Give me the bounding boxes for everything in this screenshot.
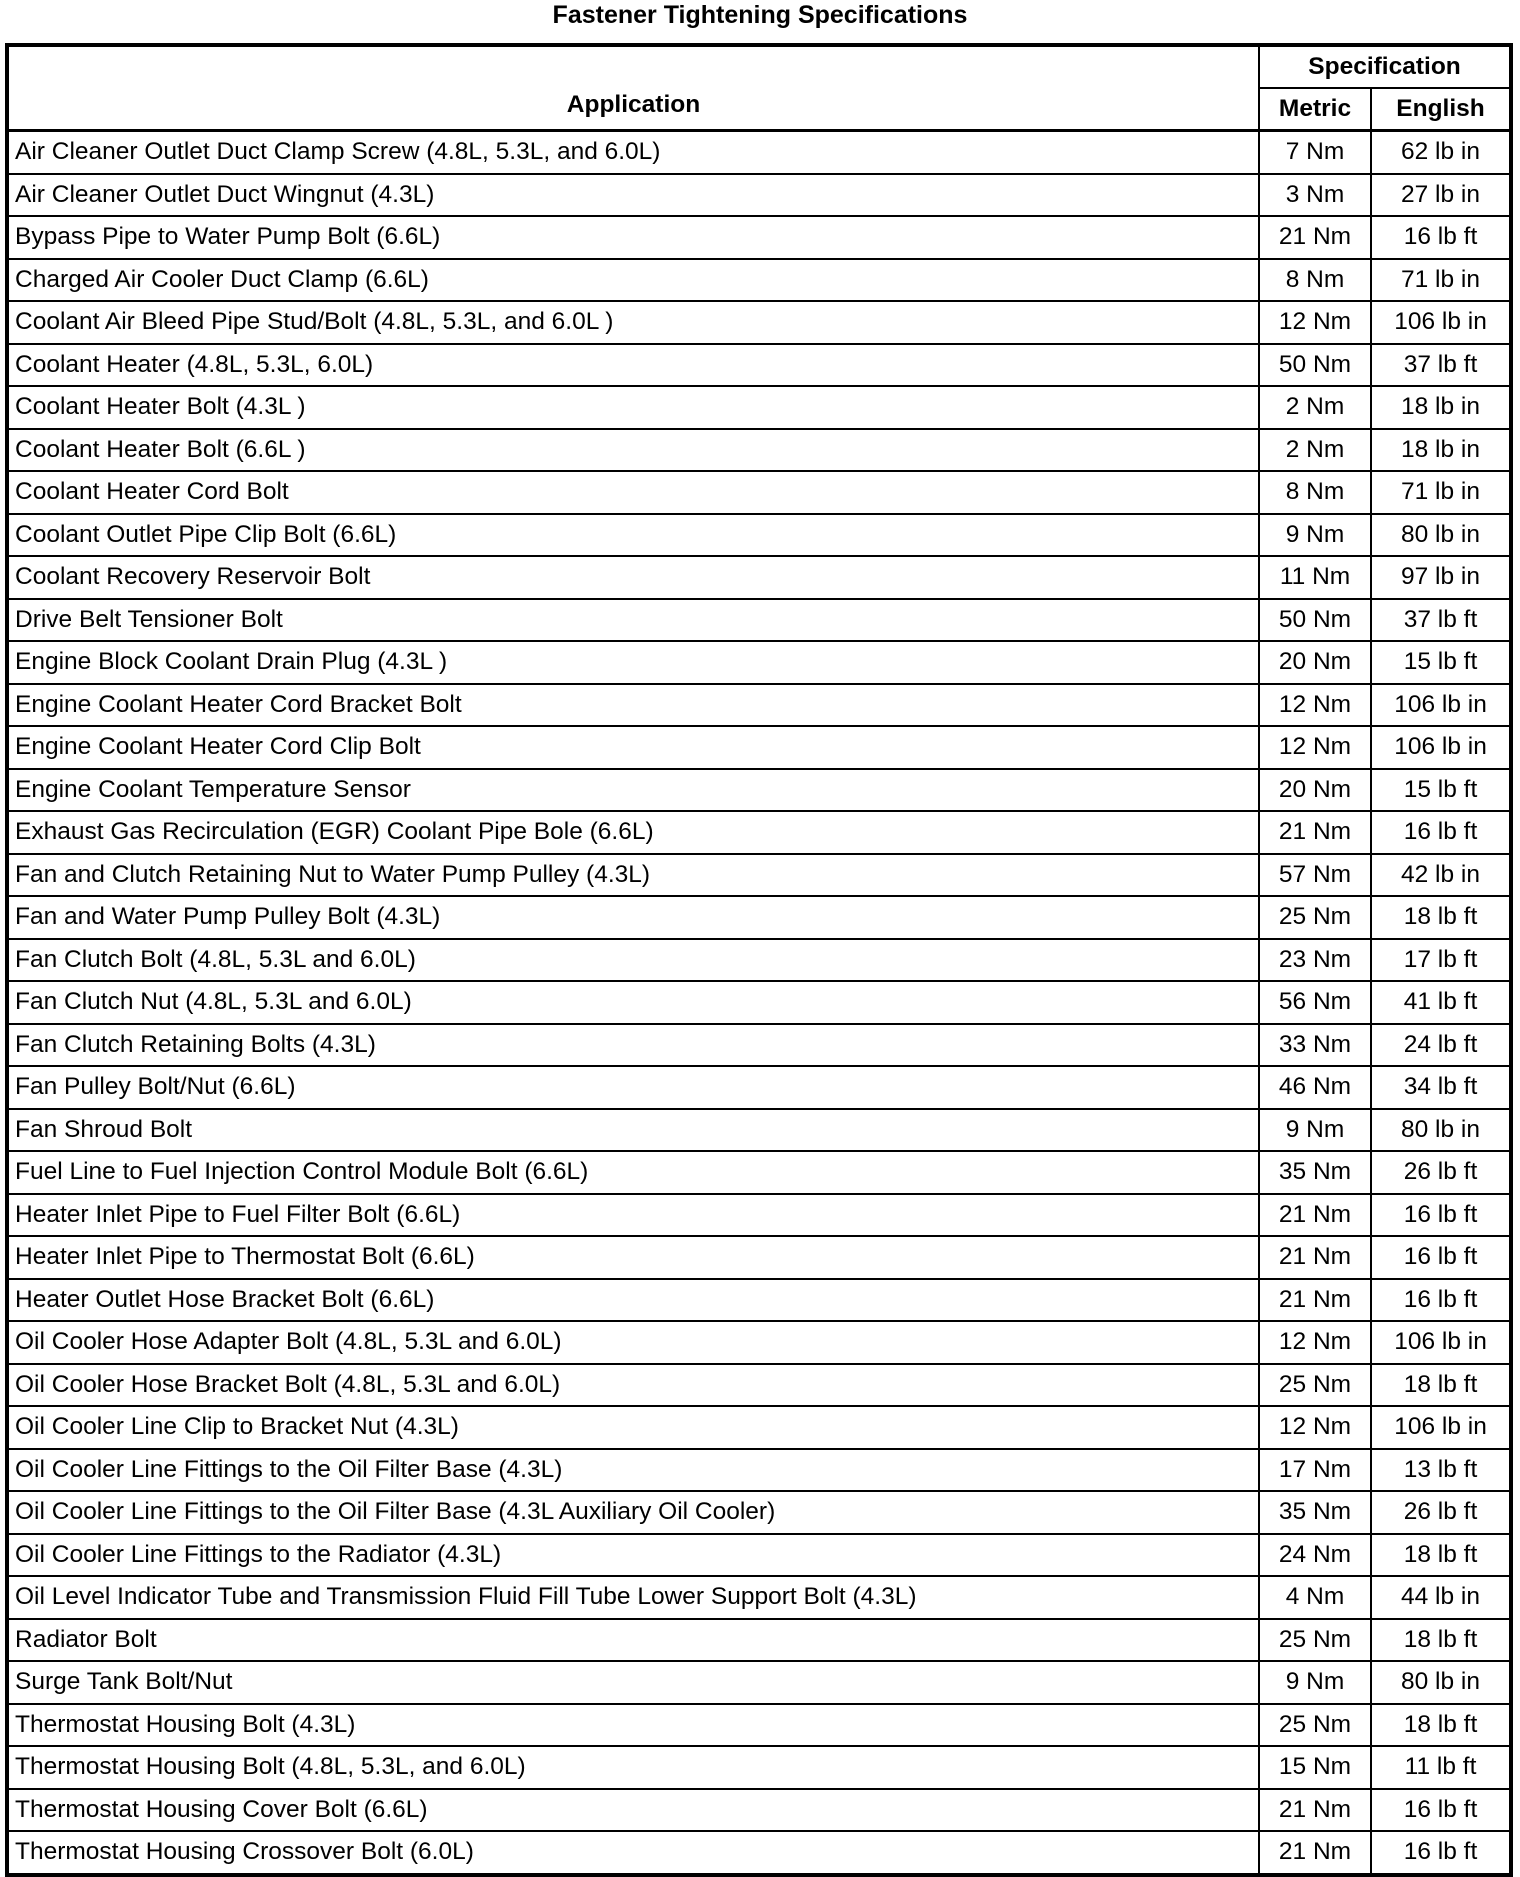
cell-application: Oil Cooler Hose Adapter Bolt (4.8L, 5.3L and 6.0L) <box>7 1321 1259 1364</box>
cell-english: 11 lb ft <box>1371 1746 1511 1789</box>
fastener-spec-table <box>5 43 1513 1877</box>
cell-metric: 25 Nm <box>1259 1704 1371 1747</box>
table-row <box>7 854 1511 897</box>
cell-english: 97 lb in <box>1371 556 1511 599</box>
cell-application: Air Cleaner Outlet Duct Clamp Screw (4.8L, 5.3L, and 6.0L) <box>7 131 1259 174</box>
column-header-metric: Metric <box>1259 88 1371 131</box>
table-row <box>7 1109 1511 1152</box>
cell-application: Oil Cooler Line Fittings to the Radiator (4.3L) <box>7 1534 1259 1577</box>
cell-english: 27 lb in <box>1371 174 1511 217</box>
table-row <box>7 1194 1511 1237</box>
table-row <box>7 769 1511 812</box>
cell-english: 18 lb ft <box>1371 1364 1511 1407</box>
cell-metric: 50 Nm <box>1259 344 1371 387</box>
cell-application: Oil Cooler Hose Bracket Bolt (4.8L, 5.3L and 6.0L) <box>7 1364 1259 1407</box>
cell-english: 16 lb ft <box>1371 811 1511 854</box>
cell-metric: 25 Nm <box>1259 1364 1371 1407</box>
cell-application: Engine Coolant Heater Cord Bracket Bolt <box>7 684 1259 727</box>
cell-metric: 23 Nm <box>1259 939 1371 982</box>
header-row-top <box>7 45 1511 88</box>
cell-application: Coolant Outlet Pipe Clip Bolt (6.6L) <box>7 514 1259 557</box>
cell-english: 62 lb in <box>1371 131 1511 174</box>
cell-english: 106 lb in <box>1371 684 1511 727</box>
table-row <box>7 471 1511 514</box>
table-body <box>7 131 1511 1875</box>
table-row <box>7 981 1511 1024</box>
table-row <box>7 1789 1511 1832</box>
cell-application: Coolant Heater Bolt (4.3L ) <box>7 386 1259 429</box>
cell-metric: 12 Nm <box>1259 301 1371 344</box>
table-row <box>7 344 1511 387</box>
cell-application: Coolant Heater (4.8L, 5.3L, 6.0L) <box>7 344 1259 387</box>
cell-english: 37 lb ft <box>1371 599 1511 642</box>
cell-english: 15 lb ft <box>1371 769 1511 812</box>
cell-application: Coolant Recovery Reservoir Bolt <box>7 556 1259 599</box>
cell-english: 13 lb ft <box>1371 1449 1511 1492</box>
cell-metric: 15 Nm <box>1259 1746 1371 1789</box>
cell-english: 18 lb ft <box>1371 1534 1511 1577</box>
table-row <box>7 1236 1511 1279</box>
cell-english: 80 lb in <box>1371 1661 1511 1704</box>
cell-metric: 35 Nm <box>1259 1151 1371 1194</box>
cell-metric: 50 Nm <box>1259 599 1371 642</box>
cell-application: Fuel Line to Fuel Injection Control Module Bolt (6.6L) <box>7 1151 1259 1194</box>
cell-english: 16 lb ft <box>1371 1236 1511 1279</box>
cell-metric: 12 Nm <box>1259 726 1371 769</box>
cell-english: 18 lb ft <box>1371 1704 1511 1747</box>
cell-english: 17 lb ft <box>1371 939 1511 982</box>
cell-metric: 56 Nm <box>1259 981 1371 1024</box>
cell-metric: 12 Nm <box>1259 1321 1371 1364</box>
cell-application: Heater Outlet Hose Bracket Bolt (6.6L) <box>7 1279 1259 1322</box>
cell-application: Coolant Heater Bolt (6.6L ) <box>7 429 1259 472</box>
cell-metric: 12 Nm <box>1259 1406 1371 1449</box>
table-row <box>7 1279 1511 1322</box>
cell-metric: 8 Nm <box>1259 471 1371 514</box>
cell-english: 42 lb in <box>1371 854 1511 897</box>
cell-english: 16 lb ft <box>1371 1789 1511 1832</box>
cell-metric: 21 Nm <box>1259 1279 1371 1322</box>
table-row <box>7 514 1511 557</box>
cell-application: Fan Clutch Bolt (4.8L, 5.3L and 6.0L) <box>7 939 1259 982</box>
table-row <box>7 1534 1511 1577</box>
cell-application: Fan Shroud Bolt <box>7 1109 1259 1152</box>
cell-english: 18 lb ft <box>1371 896 1511 939</box>
table-row <box>7 301 1511 344</box>
cell-application: Oil Cooler Line Fittings to the Oil Filter Base (4.3L Auxiliary Oil Cooler) <box>7 1491 1259 1534</box>
cell-metric: 20 Nm <box>1259 769 1371 812</box>
table-row <box>7 1619 1511 1662</box>
table-row <box>7 1066 1511 1109</box>
cell-metric: 57 Nm <box>1259 854 1371 897</box>
page-title: Fastener Tightening Specifications <box>552 1 968 29</box>
cell-application: Drive Belt Tensioner Bolt <box>7 599 1259 642</box>
column-header-application: Application <box>7 45 1259 131</box>
cell-application: Thermostat Housing Crossover Bolt (6.0L) <box>7 1831 1259 1875</box>
cell-metric: 21 Nm <box>1259 1789 1371 1832</box>
cell-application: Air Cleaner Outlet Duct Wingnut (4.3L) <box>7 174 1259 217</box>
cell-english: 18 lb in <box>1371 429 1511 472</box>
cell-application: Bypass Pipe to Water Pump Bolt (6.6L) <box>7 216 1259 259</box>
column-header-english: English <box>1371 88 1511 131</box>
table-row <box>7 429 1511 472</box>
cell-english: 16 lb ft <box>1371 1194 1511 1237</box>
table-row <box>7 1364 1511 1407</box>
cell-english: 16 lb ft <box>1371 1831 1511 1875</box>
cell-english: 80 lb in <box>1371 1109 1511 1152</box>
table-row <box>7 1406 1511 1449</box>
cell-application: Thermostat Housing Cover Bolt (6.6L) <box>7 1789 1259 1832</box>
table-row <box>7 641 1511 684</box>
table-row <box>7 1151 1511 1194</box>
cell-english: 44 lb in <box>1371 1576 1511 1619</box>
table-row <box>7 1449 1511 1492</box>
cell-metric: 7 Nm <box>1259 131 1371 174</box>
cell-metric: 21 Nm <box>1259 811 1371 854</box>
cell-application: Coolant Air Bleed Pipe Stud/Bolt (4.8L, 5.3L, and 6.0L ) <box>7 301 1259 344</box>
cell-application: Thermostat Housing Bolt (4.8L, 5.3L, and 6.0L) <box>7 1746 1259 1789</box>
cell-application: Fan Clutch Nut (4.8L, 5.3L and 6.0L) <box>7 981 1259 1024</box>
cell-english: 24 lb ft <box>1371 1024 1511 1067</box>
cell-metric: 24 Nm <box>1259 1534 1371 1577</box>
cell-metric: 3 Nm <box>1259 174 1371 217</box>
cell-application: Heater Inlet Pipe to Thermostat Bolt (6.6L) <box>7 1236 1259 1279</box>
cell-application: Exhaust Gas Recirculation (EGR) Coolant Pipe Bole (6.6L) <box>7 811 1259 854</box>
cell-metric: 12 Nm <box>1259 684 1371 727</box>
cell-metric: 8 Nm <box>1259 259 1371 302</box>
cell-metric: 9 Nm <box>1259 514 1371 557</box>
table-row <box>7 386 1511 429</box>
cell-english: 106 lb in <box>1371 301 1511 344</box>
table-row <box>7 1321 1511 1364</box>
cell-application: Thermostat Housing Bolt (4.3L) <box>7 1704 1259 1747</box>
cell-application: Oil Cooler Line Fittings to the Oil Filter Base (4.3L) <box>7 1449 1259 1492</box>
table-row <box>7 259 1511 302</box>
cell-metric: 21 Nm <box>1259 1831 1371 1875</box>
cell-metric: 21 Nm <box>1259 216 1371 259</box>
cell-metric: 25 Nm <box>1259 1619 1371 1662</box>
cell-english: 26 lb ft <box>1371 1151 1511 1194</box>
cell-application: Fan and Clutch Retaining Nut to Water Pump Pulley (4.3L) <box>7 854 1259 897</box>
cell-application: Engine Block Coolant Drain Plug (4.3L ) <box>7 641 1259 684</box>
cell-metric: 2 Nm <box>1259 386 1371 429</box>
table-row <box>7 556 1511 599</box>
cell-application: Charged Air Cooler Duct Clamp (6.6L) <box>7 259 1259 302</box>
cell-metric: 33 Nm <box>1259 1024 1371 1067</box>
cell-english: 80 lb in <box>1371 514 1511 557</box>
cell-metric: 21 Nm <box>1259 1236 1371 1279</box>
table-row <box>7 216 1511 259</box>
table-row <box>7 131 1511 174</box>
cell-english: 15 lb ft <box>1371 641 1511 684</box>
table-row <box>7 939 1511 982</box>
cell-application: Heater Inlet Pipe to Fuel Filter Bolt (6.6L) <box>7 1194 1259 1237</box>
table-row <box>7 1576 1511 1619</box>
column-header-specification: Specification <box>1259 45 1511 88</box>
cell-english: 71 lb in <box>1371 259 1511 302</box>
cell-metric: 25 Nm <box>1259 896 1371 939</box>
cell-application: Coolant Heater Cord Bolt <box>7 471 1259 514</box>
cell-application: Engine Coolant Heater Cord Clip Bolt <box>7 726 1259 769</box>
cell-metric: 4 Nm <box>1259 1576 1371 1619</box>
table-row <box>7 896 1511 939</box>
cell-application: Fan Clutch Retaining Bolts (4.3L) <box>7 1024 1259 1067</box>
cell-application: Oil Cooler Line Clip to Bracket Nut (4.3L) <box>7 1406 1259 1449</box>
cell-metric: 11 Nm <box>1259 556 1371 599</box>
cell-english: 106 lb in <box>1371 1406 1511 1449</box>
cell-metric: 35 Nm <box>1259 1491 1371 1534</box>
cell-metric: 17 Nm <box>1259 1449 1371 1492</box>
table-row <box>7 726 1511 769</box>
cell-metric: 20 Nm <box>1259 641 1371 684</box>
cell-english: 71 lb in <box>1371 471 1511 514</box>
cell-application: Fan and Water Pump Pulley Bolt (4.3L) <box>7 896 1259 939</box>
table-row <box>7 1661 1511 1704</box>
cell-english: 16 lb ft <box>1371 216 1511 259</box>
cell-english: 37 lb ft <box>1371 344 1511 387</box>
cell-application: Engine Coolant Temperature Sensor <box>7 769 1259 812</box>
table-row <box>7 1704 1511 1747</box>
cell-english: 41 lb ft <box>1371 981 1511 1024</box>
table-row <box>7 1491 1511 1534</box>
table-row <box>7 811 1511 854</box>
cell-english: 34 lb ft <box>1371 1066 1511 1109</box>
cell-metric: 9 Nm <box>1259 1109 1371 1152</box>
cell-application: Radiator Bolt <box>7 1619 1259 1662</box>
cell-metric: 46 Nm <box>1259 1066 1371 1109</box>
cell-metric: 2 Nm <box>1259 429 1371 472</box>
cell-application: Surge Tank Bolt/Nut <box>7 1661 1259 1704</box>
cell-application: Fan Pulley Bolt/Nut (6.6L) <box>7 1066 1259 1109</box>
cell-english: 18 lb ft <box>1371 1619 1511 1662</box>
table-row <box>7 1746 1511 1789</box>
table-row <box>7 174 1511 217</box>
table-header <box>7 45 1511 131</box>
table-row <box>7 1831 1511 1875</box>
cell-metric: 9 Nm <box>1259 1661 1371 1704</box>
cell-english: 106 lb in <box>1371 726 1511 769</box>
cell-english: 16 lb ft <box>1371 1279 1511 1322</box>
cell-metric: 21 Nm <box>1259 1194 1371 1237</box>
cell-english: 26 lb ft <box>1371 1491 1511 1534</box>
cell-english: 18 lb in <box>1371 386 1511 429</box>
table-row <box>7 1024 1511 1067</box>
table-row <box>7 599 1511 642</box>
cell-application: Oil Level Indicator Tube and Transmission Fluid Fill Tube Lower Support Bolt (4.3L) <box>7 1576 1259 1619</box>
cell-english: 106 lb in <box>1371 1321 1511 1364</box>
table-row <box>7 684 1511 727</box>
